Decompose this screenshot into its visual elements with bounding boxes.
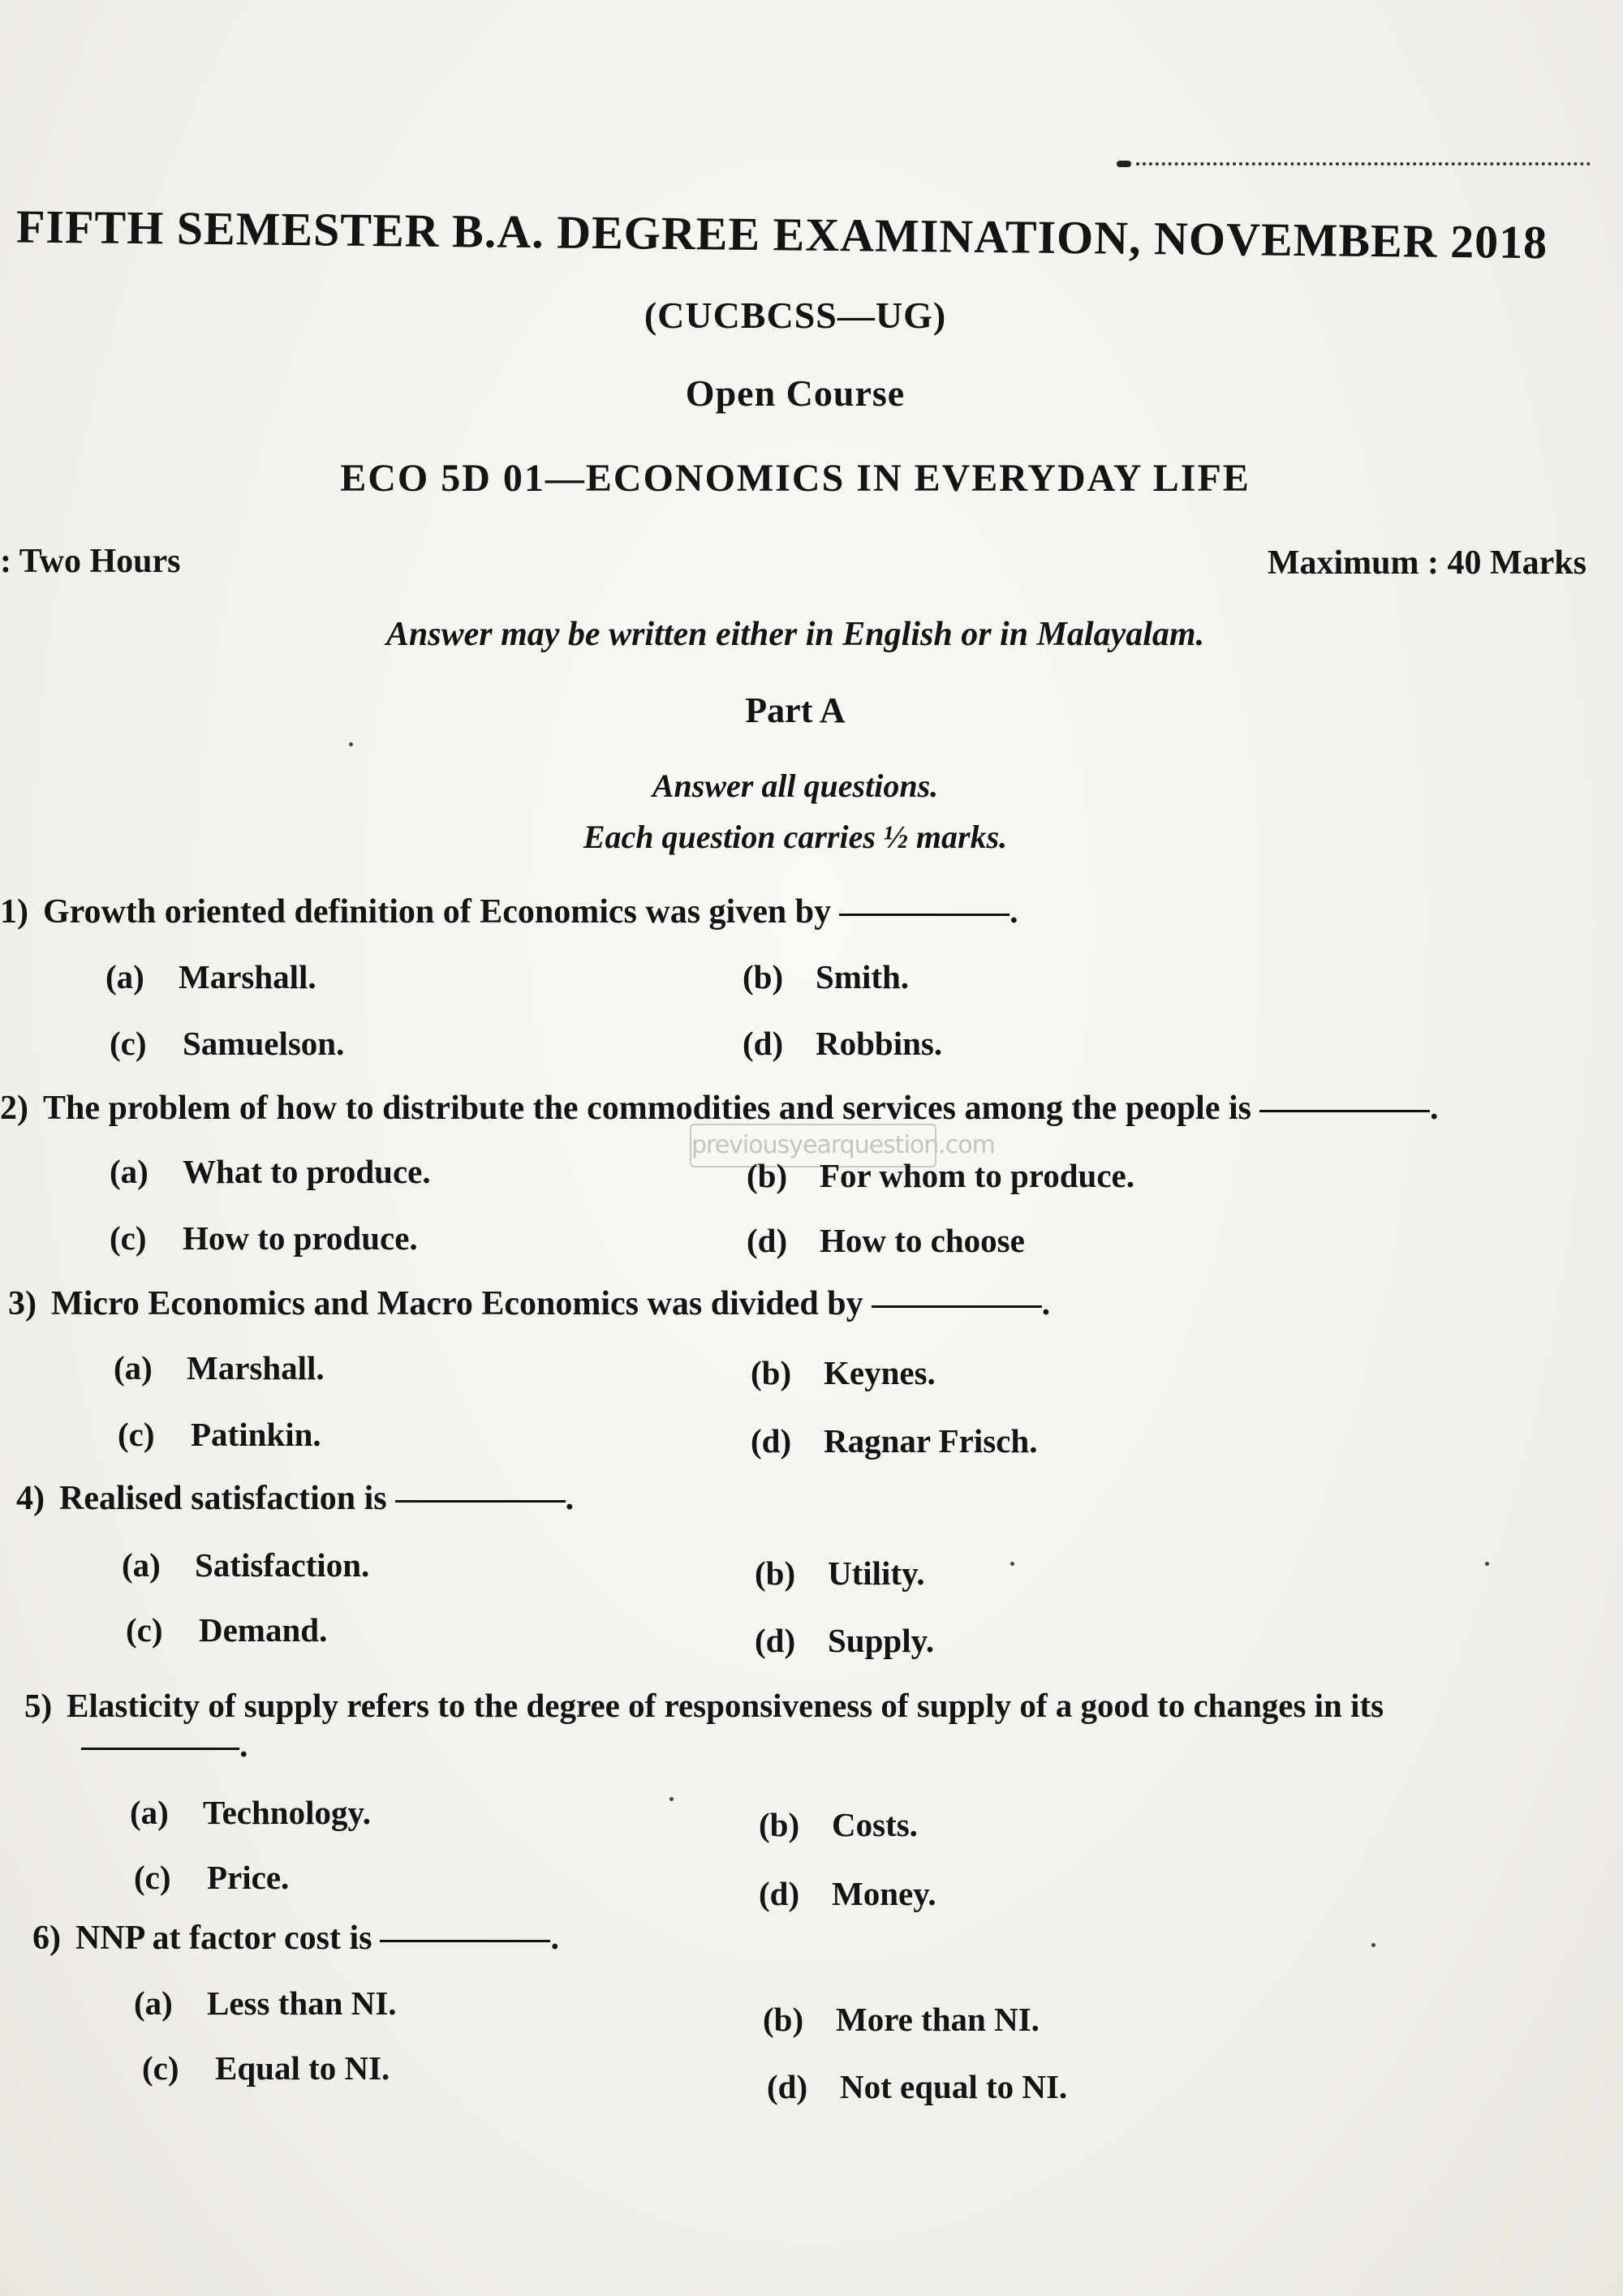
exam-duration: : Two Hours	[0, 543, 181, 580]
scan-speck	[669, 1797, 674, 1801]
question-text: NNP at factor cost is	[75, 1920, 372, 1957]
registration-mark	[1117, 161, 1131, 167]
paper-title: ECO 5D 01—ECONOMICS IN EVERYDAY LIFE	[340, 457, 1251, 500]
option-a: (a) Marshall.	[105, 958, 316, 995]
question-number: 4)	[16, 1480, 45, 1517]
option-d: (d) How to choose	[747, 1222, 1025, 1259]
answer-blank	[839, 914, 1010, 916]
maximum-marks: Maximum : 40 Marks	[1267, 544, 1586, 582]
option-d: (d) Ragnar Frisch.	[751, 1422, 1038, 1460]
option-c: (c) Price.	[134, 1859, 290, 1896]
question-text: The problem of how to distribute the commodities and services among the people is	[43, 1090, 1252, 1127]
question-number: 5)	[24, 1687, 53, 1724]
answer-blank	[1259, 1110, 1430, 1112]
register-number-line	[1136, 162, 1591, 166]
option-d: (d) Supply.	[755, 1622, 935, 1659]
answer-blank	[81, 1748, 239, 1750]
question-5-continuation: .	[81, 1726, 248, 1765]
option-b: (b) Keynes.	[751, 1354, 936, 1391]
option-b: (b) Costs.	[759, 1806, 918, 1843]
part-heading: Part A	[745, 690, 846, 730]
question-5	[24, 1686, 1384, 1725]
question-number: 6)	[32, 1920, 61, 1957]
question-1: 1) Growth oriented definition of Economics was given by .	[0, 893, 1018, 931]
option-a: (a) What to produce.	[110, 1153, 431, 1190]
option-b: (b) Utility.	[755, 1554, 925, 1592]
answer-blank	[380, 1940, 550, 1942]
instruction-marks: Each question carries ½ marks.	[583, 819, 1008, 855]
question-text: Growth oriented definition of Economics was given by	[43, 893, 832, 931]
option-d: (d) Money.	[759, 1875, 936, 1912]
option-c: (c) Samuelson.	[110, 1025, 345, 1062]
scan-speck	[1371, 1943, 1375, 1947]
scan-speck	[349, 742, 353, 746]
option-c: (c) Demand.	[126, 1611, 328, 1649]
option-b: (b) More than NI.	[763, 2001, 1040, 2038]
question-number: 1)	[0, 893, 28, 931]
language-note: Answer may be written either in English or in Malayalam.	[385, 616, 1205, 653]
option-c: (c) How to produce.	[110, 1219, 418, 1257]
option-a: (a) Satisfaction.	[122, 1546, 370, 1584]
option-a: (a) Less than NI.	[134, 1984, 397, 2022]
answer-blank	[395, 1500, 566, 1503]
answer-blank	[872, 1305, 1042, 1308]
question-number: 3)	[8, 1285, 37, 1322]
question-text: Realised satisfaction is	[59, 1480, 387, 1517]
course-type: Open Course	[685, 372, 906, 414]
scan-speck	[1485, 1562, 1489, 1566]
option-c: (c) Equal to NI.	[142, 2049, 390, 2087]
question-text: Elasticity of supply refers to the degree of responsiveness of supply of a good to changes in its	[67, 1687, 1384, 1724]
question-2: 2) The problem of how to distribute the commodities and services among the people is .	[0, 1090, 1439, 1127]
option-d: (d) Not equal to NI.	[767, 2068, 1068, 2105]
option-b: (b) For whom to produce.	[747, 1157, 1134, 1194]
question-text: Micro Economics and Macro Economics was divided by	[51, 1285, 863, 1322]
question-6: 6) NNP at factor cost is .	[32, 1920, 559, 1957]
question-3: 3) Micro Economics and Macro Economics was divided by .	[8, 1285, 1051, 1322]
scan-speck	[1010, 1562, 1014, 1566]
watermark-logo: previousyearquestion.com	[690, 1124, 936, 1167]
option-a: (a) Marshall.	[114, 1349, 325, 1387]
option-a: (a) Technology.	[130, 1794, 371, 1831]
question-4: 4) Realised satisfaction is .	[16, 1480, 575, 1517]
option-c: (c) Patinkin.	[118, 1416, 321, 1453]
exam-title: FIFTH SEMESTER B.A. DEGREE EXAMINATION, NOVEMBER 2018	[15, 200, 1548, 269]
option-d: (d) Robbins.	[743, 1025, 943, 1062]
scheme-label: (CUCBCSS—UG)	[644, 295, 947, 336]
option-b: (b) Smith.	[743, 958, 910, 995]
question-number: 2)	[0, 1090, 28, 1127]
instruction-answer-all: Answer all questions.	[652, 767, 939, 804]
